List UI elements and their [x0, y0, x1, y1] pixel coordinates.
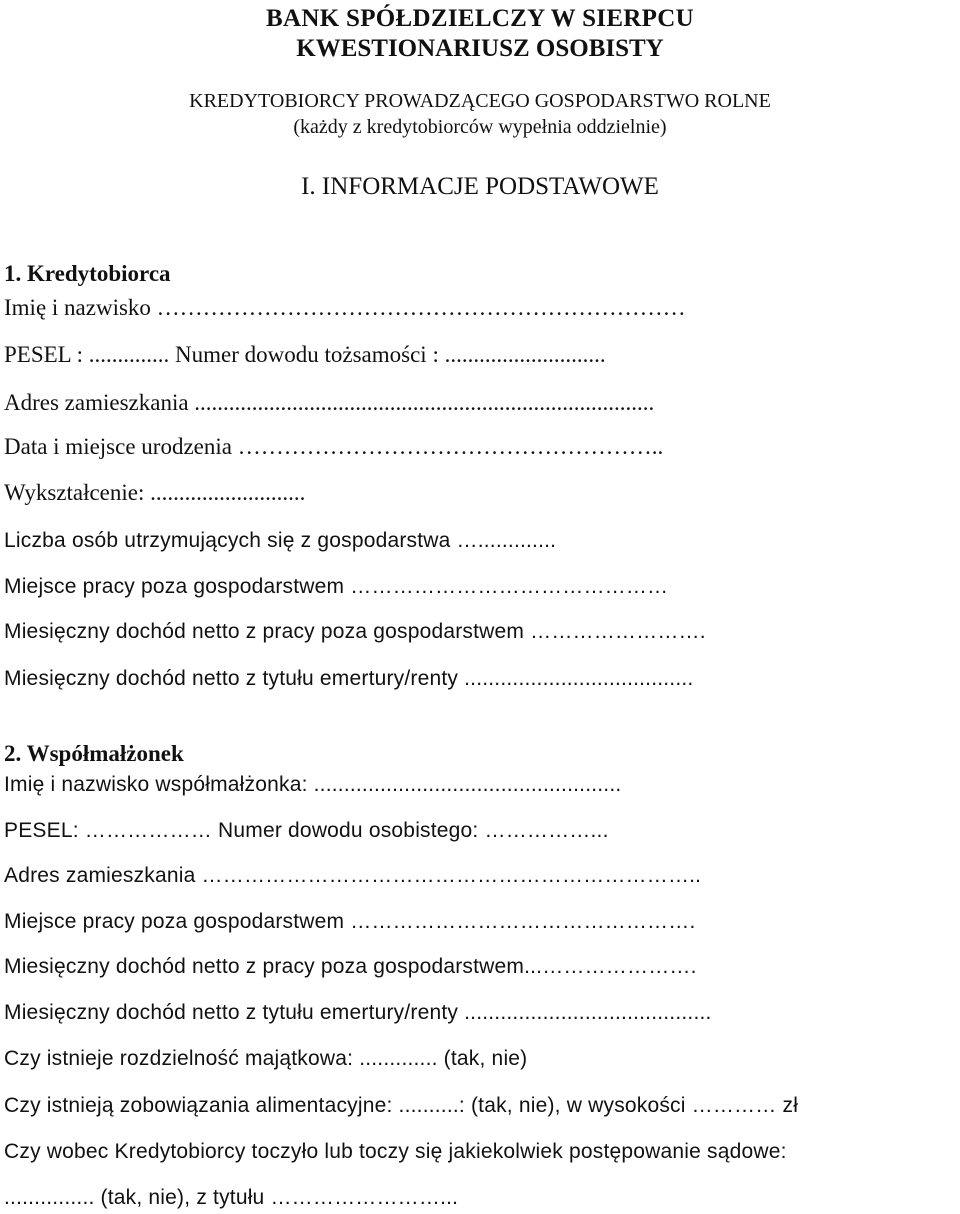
- kredytobiorca-heading: 1. Kredytobiorca: [4, 261, 171, 286]
- form-title: KWESTIONARIUSZ OSOBISTY: [296, 35, 664, 62]
- field-miejsce-pracy: Miejsce pracy poza gospodarstwem ………………………………………: [4, 575, 669, 598]
- field-dochod-renta-wspolmalzonka: Miesięczny dochód netto z tytułu emertury/renty .........................................: [4, 1001, 712, 1024]
- field-liczba-osob: Liczba osób utrzymujących się z gospodarstwa ….............: [4, 529, 557, 552]
- form-note: (każdy z kredytobiorców wypełnia oddzielnie): [293, 116, 667, 138]
- field-pesel-dowod-wspolmalzonka: PESEL: ……………… Numer dowodu osobistego: ……………...: [4, 819, 609, 842]
- bank-name: BANK SPÓŁDZIELCZY W SIERPCU: [266, 5, 694, 32]
- field-wyksztalcenie: Wykształcenie: ...........................: [4, 480, 306, 505]
- field-rozdzielnosc-majatkowa: Czy istnieje rozdzielność majątkowa: ............. (tak, nie): [4, 1047, 528, 1070]
- field-data-miejsce-urodzenia: Data i miejsce urodzenia ………………………………………………..: [4, 434, 664, 459]
- field-pesel-dowod: PESEL : .............. Numer dowodu tożsamości : ............................: [4, 342, 606, 367]
- wspolmalzonek-heading: 2. Współmałżonek: [4, 741, 184, 766]
- field-imie-nazwisko-wspolmalzonka: Imię i nazwisko współmałżonka: ...................................................: [4, 773, 622, 796]
- field-adres-wspolmalzonka: Adres zamieszkania ……………………………………………………………..: [4, 864, 702, 887]
- field-miejsce-pracy-wspolmalzonka: Miejsce pracy poza gospodarstwem ………………………………………….: [4, 910, 696, 933]
- field-dochod-praca: Miesięczny dochód netto z pracy poza gospodarstwem …………………….: [4, 620, 706, 643]
- section-title: I. INFORMACJE PODSTAWOWE: [301, 173, 659, 200]
- form-subtitle: KREDYTOBIORCY PROWADZĄCEGO GOSPODARSTWO ROLNE: [189, 90, 771, 112]
- field-imie-nazwisko: Imię i nazwisko ……………………………………………………………: [4, 295, 686, 320]
- field-dochod-praca-wspolmalzonka: Miesięczny dochód netto z pracy poza gospodarstwem...………………….: [4, 955, 697, 978]
- field-adres: Adres zamieszkania ................................................................................: [4, 390, 655, 415]
- field-postepowanie-sadowe: Czy wobec Kredytobiorcy toczyło lub toczy się jakiekolwiek postępowanie sądowe:: [4, 1140, 787, 1163]
- field-postepowanie-tytul: ............... (tak, nie), z tytułu ……………………...: [4, 1186, 459, 1209]
- field-zobowiazania-alimentacyjne: Czy istnieją zobowiązania alimentacyjne: ..........: (tak, nie), w wysokości ………… zł: [4, 1094, 799, 1117]
- field-dochod-renta: Miesięczny dochód netto z tytułu emertury/renty ......................................: [4, 667, 694, 690]
